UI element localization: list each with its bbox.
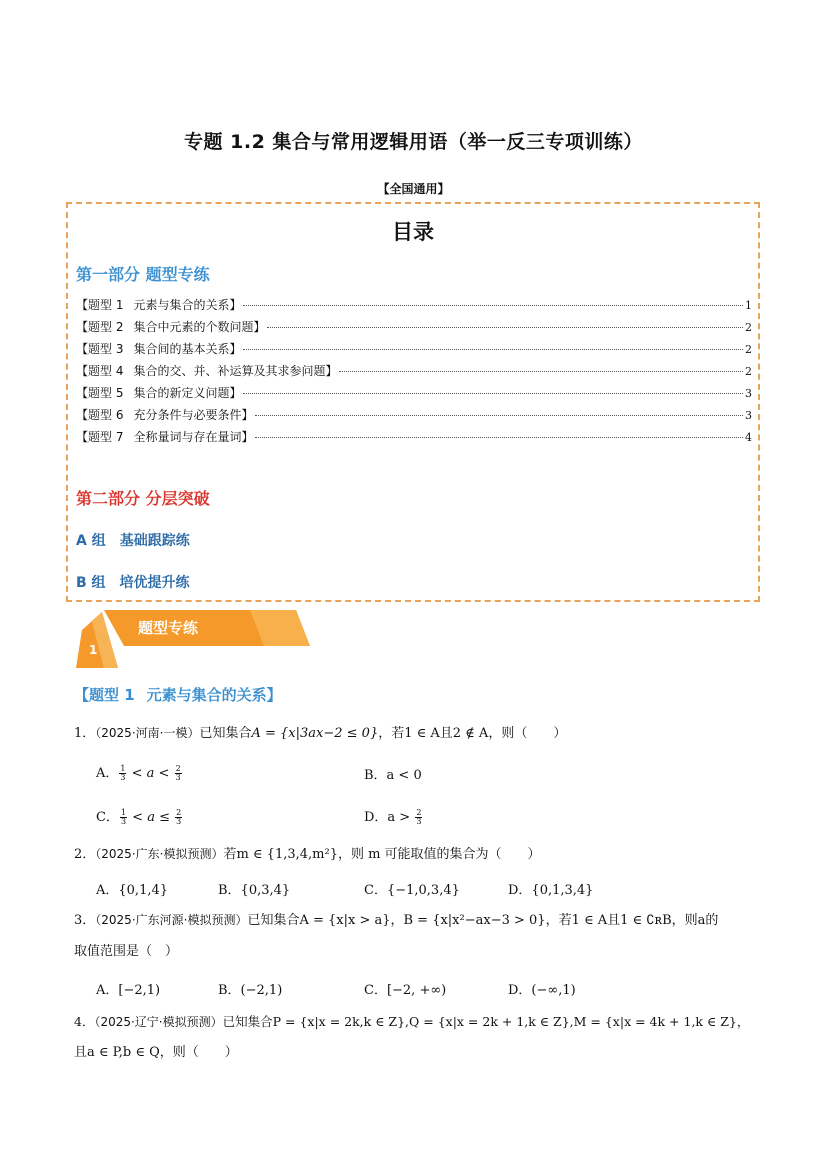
toc-entry-5[interactable]: [76, 384, 752, 406]
document-title: 专题 1.2 集合与常用逻辑用语（举一反三专项训练）: [184, 131, 643, 153]
toc-entry-label: 【题型 1: [76, 298, 124, 312]
question-1-option-c[interactable]: [96, 806, 183, 826]
toc-entry-page: 1: [745, 299, 752, 312]
toc-box: [66, 202, 760, 602]
question-text: 已知集合A = {x|x > a}，B = {x|x²−ax−3 > 0}，若1 ∈ A且1 ∈ ∁ʀB，则a的: [247, 913, 719, 928]
option-prefix: A．: [96, 766, 119, 781]
toc-entry-page: 4: [745, 431, 752, 444]
toc-group-b[interactable]: [76, 572, 190, 592]
toc-entry-3[interactable]: [76, 340, 752, 362]
fraction-denominator: 3: [176, 817, 182, 826]
toc-entry-6[interactable]: [76, 406, 752, 428]
question-3-stem-line2: 取值范围是（ ）: [74, 944, 179, 959]
question-number: 4．: [74, 1014, 95, 1029]
toc-entry-label: 【题型 2: [76, 320, 124, 334]
question-text: 已知集合P = {x|x = 2k,k ∈ Z},Q = {x|x = 2k + 1,k ∈ Z},M = {x|x = 4k + 1,k ∈ Z}，: [222, 1014, 750, 1029]
question-text: 若m ∈ {1,3,4,m²}，则 m 可能取值的集合为（ ）: [223, 847, 541, 862]
toc-entry-4[interactable]: [76, 362, 752, 384]
question-source: （2025·辽宁·模拟预测）: [94, 1015, 223, 1029]
question-2-option-b[interactable]: B．{0,3,4}: [218, 883, 291, 898]
section-name: 元素与集合的关系】: [146, 686, 282, 704]
section-heading-type1: [74, 684, 282, 705]
fraction: [415, 809, 422, 826]
fraction-numerator: 1: [120, 764, 126, 773]
toc-entry-name: 元素与集合的关系】: [133, 298, 242, 312]
fraction: [175, 765, 182, 782]
fraction: [120, 809, 127, 826]
question-number: 1．: [74, 726, 96, 741]
toc-list: [76, 296, 752, 450]
group-a-tag: A 组: [76, 533, 106, 549]
question-text: 已知集合: [199, 726, 252, 741]
toc-leader: [339, 371, 743, 372]
question-number: 3．: [74, 913, 96, 928]
toc-leader: [243, 393, 743, 394]
toc-entry-label: 【题型 5: [76, 386, 124, 400]
toc-leader: [243, 305, 743, 306]
toc-entry-page: 3: [745, 387, 752, 400]
toc-entry-7[interactable]: [76, 428, 752, 450]
toc-entry-page: 2: [745, 365, 752, 378]
fraction: [175, 809, 182, 826]
question-1-option-a[interactable]: [96, 762, 183, 782]
question-text: ，若1 ∈ A且2 ∉ A，则（ ）: [378, 726, 567, 741]
toc-entry-name: 充分条件与必要条件】: [133, 408, 254, 422]
toc-entry-name: 集合中元素的个数问题】: [133, 320, 266, 334]
question-4-stem: [74, 1011, 749, 1033]
toc-heading: 目录: [392, 220, 434, 244]
toc-entry-page: 3: [745, 409, 752, 422]
option-prefix: C．: [96, 810, 119, 825]
question-1-stem: [74, 722, 566, 745]
section-tag: 【题型 1: [74, 686, 135, 704]
question-source: （2025·广东·模拟预测）: [95, 847, 224, 861]
group-b-name: 培优提升练: [119, 575, 190, 591]
toc-entry-name: 集合的交、并、补运算及其求参问题】: [133, 364, 338, 378]
document-subtitle: 【全国通用】: [377, 182, 450, 196]
question-3-option-b[interactable]: B．(−2,1): [218, 983, 283, 998]
fraction-denominator: 3: [416, 817, 422, 826]
fraction-denominator: 3: [120, 773, 126, 782]
fraction-numerator: 2: [416, 808, 422, 817]
toc-entry-name: 全称量词与存在量词】: [133, 430, 254, 444]
toc-entry-name: 集合的新定义问题】: [133, 386, 242, 400]
toc-part1-heading: 第一部分 题型专练: [76, 265, 210, 284]
toc-entry-label: 【题型 6: [76, 408, 124, 422]
fraction-denominator: 3: [175, 773, 181, 782]
toc-group-a[interactable]: [76, 530, 190, 550]
toc-leader: [267, 327, 743, 328]
toc-entry-name: 集合间的基本关系】: [133, 342, 242, 356]
toc-entry-1[interactable]: [76, 296, 752, 318]
fraction-numerator: 2: [175, 764, 181, 773]
question-source: （2025·河南·一模）: [95, 726, 200, 740]
banner-number: 1: [89, 643, 98, 657]
option-math: < a ≤: [128, 810, 175, 825]
toc-leader: [255, 415, 743, 416]
toc-leader: [255, 437, 743, 438]
question-2-option-c[interactable]: C．{−1,0,3,4}: [364, 883, 460, 898]
option-prefix: D．a >: [364, 810, 415, 825]
question-3-option-a[interactable]: A．[−2,1): [96, 983, 161, 998]
toc-part2-heading: 第二部分 分层突破: [76, 489, 210, 508]
option-math: < a <: [127, 766, 174, 781]
toc-entry-label: 【题型 3: [76, 342, 124, 356]
banner-label: 题型专练: [138, 619, 199, 637]
question-4-stem-line2: 且a ∈ P,b ∈ Q，则（ ）: [74, 1045, 238, 1060]
question-source: （2025·广东河源·模拟预测）: [95, 913, 248, 927]
toc-entry-label: 【题型 7: [76, 430, 124, 444]
group-b-tag: B 组: [76, 575, 106, 591]
question-3-option-d[interactable]: D．(−∞,1): [508, 983, 576, 998]
toc-entry-page: 2: [745, 321, 752, 334]
fraction: [119, 765, 126, 782]
question-1-option-b[interactable]: B．a < 0: [364, 768, 422, 783]
question-3-option-c[interactable]: C．[−2, +∞): [364, 983, 447, 998]
toc-entry-page: 2: [745, 343, 752, 356]
question-math: A = {x|3ax−2 ≤ 0}: [251, 726, 379, 741]
fraction-numerator: 2: [176, 808, 182, 817]
toc-entry-label: 【题型 4: [76, 364, 124, 378]
fraction-numerator: 1: [120, 808, 127, 817]
toc-leader: [243, 349, 743, 350]
question-2-stem: [74, 843, 541, 866]
question-1-option-d[interactable]: [364, 806, 423, 826]
question-2-option-a[interactable]: A．{0,1,4}: [96, 883, 169, 898]
toc-entry-2[interactable]: [76, 318, 752, 340]
group-a-name: 基础跟踪练: [119, 533, 190, 549]
question-3-stem: [74, 909, 718, 932]
fraction-denominator: 3: [120, 817, 127, 826]
question-number: 2．: [74, 847, 96, 862]
question-2-option-d[interactable]: D．{0,1,3,4}: [508, 883, 594, 898]
